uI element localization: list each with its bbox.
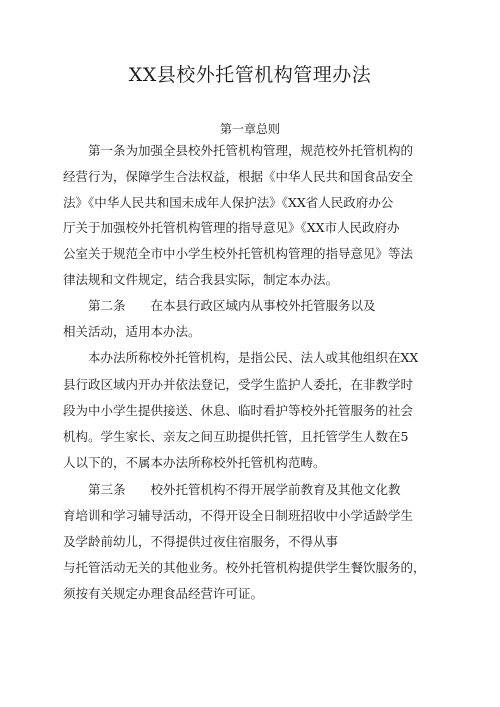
- paragraph-line: 人以下的，不属本办法所称校外托管机构范畴。: [63, 455, 326, 470]
- paragraph-line: 育培训和学习辅导活动，不得开设全日制班招收中小学适龄学生: [63, 508, 414, 523]
- paragraph-line: 律法规和文件规定，结合我县实际，制定本办法。: [63, 272, 339, 287]
- paragraph-line: 段为中小学生提供接送、休息、临时看护等校外托管服务的社会: [63, 403, 414, 418]
- paragraph-line: 及学龄前幼儿，不得提供过夜住宿服务，不得从事: [63, 534, 339, 549]
- paragraph-line: 机构。学生家长、亲友之间互助提供托管，且托管学生人数在5: [63, 429, 409, 444]
- paragraph-line: 相关活动，适用本办法。: [63, 324, 201, 339]
- paragraph-line: 第一条为加强全县校外托管机构管理，规范校外托管机构的: [88, 143, 414, 158]
- paragraph-line: 公室关于规范全市中小学生校外托管机构管理的指导意见》等法: [63, 246, 414, 261]
- paragraph-line: 第三条 校外托管机构不得开展学前教育及其他文化教: [88, 482, 401, 497]
- paragraph-line: 县行政区域内开办并依法登记，受学生监护人委托，在非教学时: [63, 377, 414, 392]
- paragraph-line: 厅关于加强校外托管机构管理的指导意见》《XX市人民政府办: [63, 220, 400, 235]
- paragraph-line: 须按有关规定办理食品经营许可证。: [63, 586, 264, 601]
- paragraph-line: 法》《中华人民共和国未成年人保护法》《XX省人民政府办公: [63, 195, 394, 210]
- document-title: XX县校外托管机构管理办法: [128, 64, 372, 86]
- paragraph-line: 第二条 在本县行政区域内从事校外托管服务以及: [88, 298, 376, 313]
- chapter-heading: 第一章总则: [219, 122, 280, 136]
- paragraph-line: 经营行为，保障学生合法权益，根据《中华人民共和国食品安全: [63, 169, 414, 184]
- paragraph-line: 本办法所称校外托管机构，是指公民、法人或其他组织在XX: [88, 350, 419, 365]
- paragraph-line: 与托管活动无关的其他业务。校外托管机构提供学生餐饮服务的，: [63, 560, 426, 575]
